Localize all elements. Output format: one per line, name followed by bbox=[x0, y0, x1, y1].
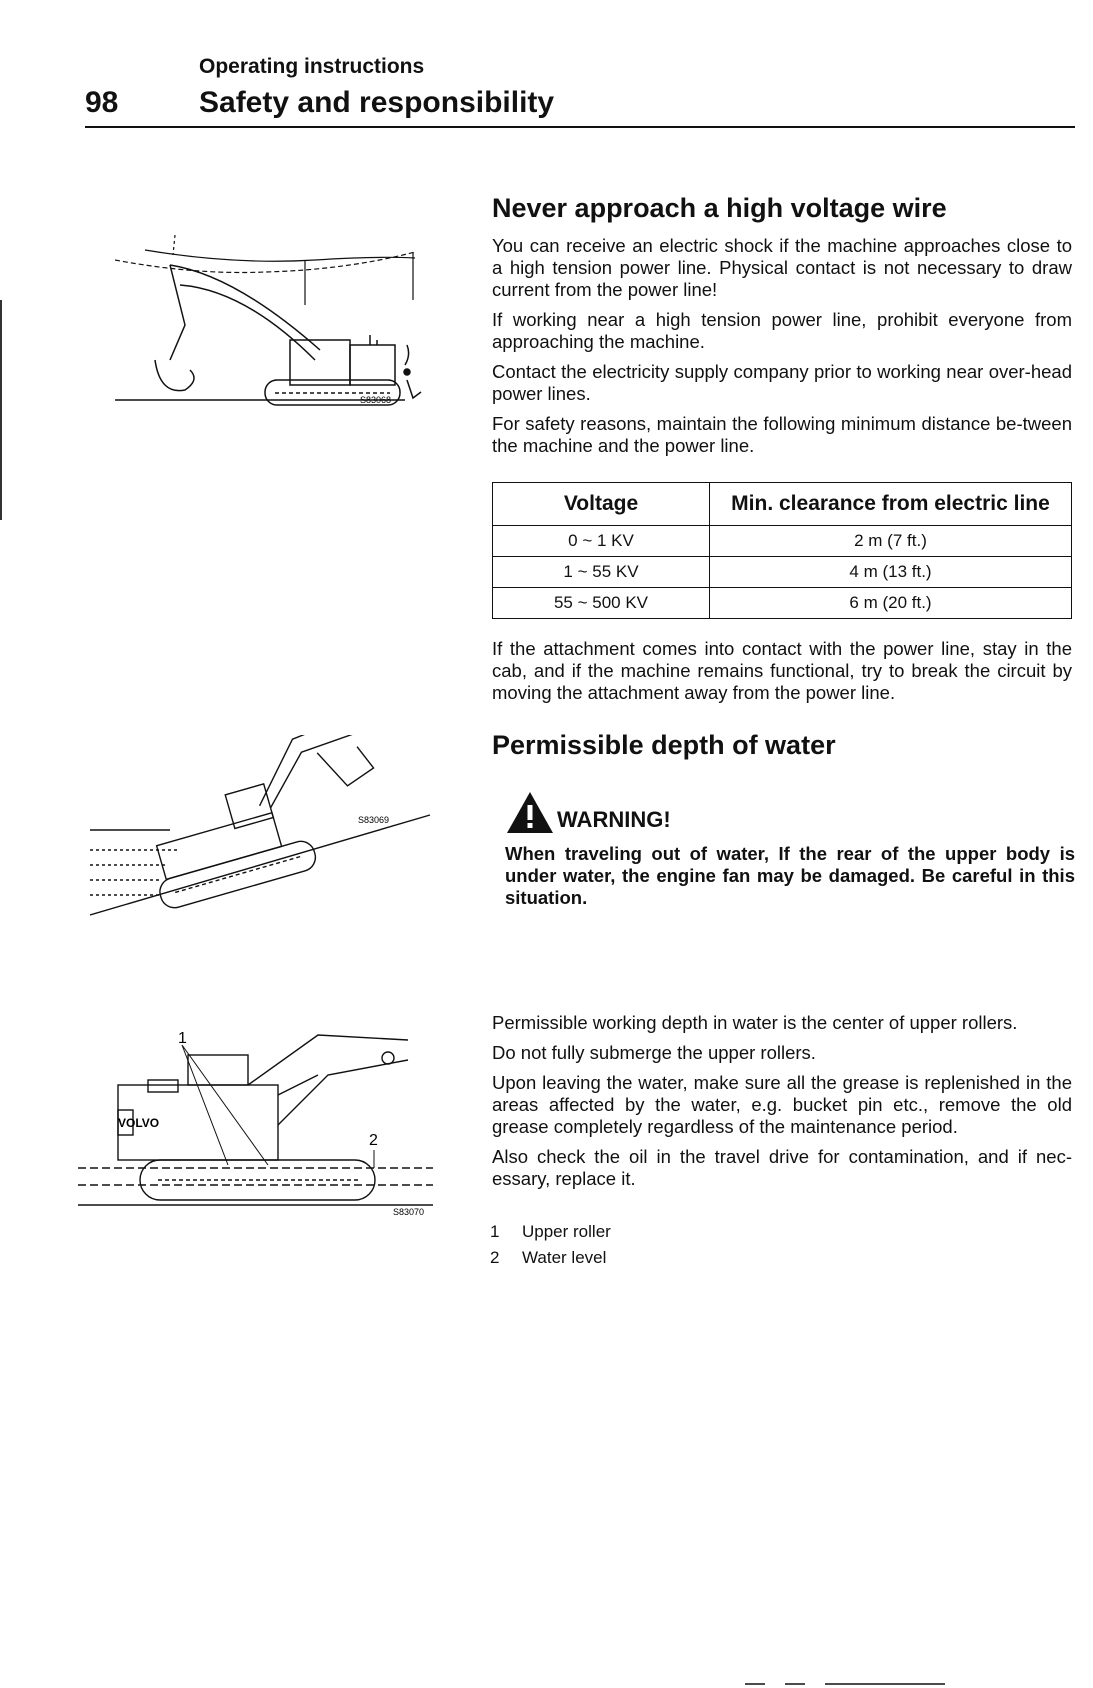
header-subtitle: Operating instructions bbox=[199, 55, 425, 78]
figure-code-2: S83069 bbox=[358, 815, 390, 825]
chapter-title: Safety and responsibility bbox=[199, 86, 555, 119]
callout-2: 2 bbox=[369, 1132, 378, 1149]
warning-title: WARNING! bbox=[557, 807, 671, 832]
figure-powerline-excavator bbox=[115, 230, 435, 430]
page-number: 98 bbox=[85, 86, 119, 119]
warning-text: When traveling out of water, If the rear of the upper body is under water, the engine fan may be damaged. Be careful in this situation. bbox=[505, 843, 1075, 908]
warning-header bbox=[505, 790, 1075, 835]
section2-paragraph: Do not fully submerge the upper rollers. bbox=[492, 1042, 816, 1063]
table-cell: 1 ~ 55 KV bbox=[493, 557, 710, 588]
figure-code-3: S83070 bbox=[393, 1207, 425, 1217]
table-row bbox=[493, 526, 1072, 557]
section1-paragraph: If working near a high tension power line, prohibit everyone from approaching the machine. bbox=[492, 309, 1072, 352]
table-cell: 6 m (20 ft.) bbox=[710, 588, 1072, 619]
figure-slope-excavator bbox=[90, 735, 435, 925]
margin-mark bbox=[0, 300, 2, 520]
section1-after-table: If the attachment comes into contact with the power line, stay in the cab, and if the machine remains functional, try to break the circuit by moving the attachment away from the power line. bbox=[492, 638, 1072, 703]
figure-water-level-excavator bbox=[78, 1025, 438, 1220]
section-heading-high-voltage: Never approach a high voltage wire bbox=[492, 193, 947, 223]
header-rule bbox=[85, 126, 1075, 128]
table-cell: 0 ~ 1 KV bbox=[493, 526, 710, 557]
section2-paragraph: Upon leaving the water, make sure all the grease is replenished in the areas affected by the water, e.g. bucket pin etc., remove the old grease completely regardless of the maintenance period. bbox=[492, 1072, 1072, 1137]
table-row bbox=[493, 588, 1072, 619]
clearance-table bbox=[492, 482, 1072, 619]
legend-label: Upper roller bbox=[522, 1222, 611, 1241]
legend-number: 1 bbox=[490, 1222, 500, 1241]
section2-paragraph: Also check the oil in the travel drive for contamination, and if nec-essary, replace it. bbox=[492, 1146, 1072, 1189]
table-header-row bbox=[493, 483, 1072, 526]
table-cell: 4 m (13 ft.) bbox=[710, 557, 1072, 588]
brand-label: VOLVO bbox=[118, 1116, 160, 1130]
table-cell: 55 ~ 500 KV bbox=[493, 588, 710, 619]
section-heading-water-depth: Permissible depth of water bbox=[492, 730, 836, 760]
clearance-table-wrap bbox=[492, 482, 1072, 619]
table-header-voltage: Voltage bbox=[493, 483, 710, 526]
power-line-illustration bbox=[115, 235, 415, 305]
warning-block bbox=[505, 790, 1075, 909]
section2-paragraph: Permissible working depth in water is the center of upper rollers. bbox=[492, 1012, 1018, 1033]
section2-body bbox=[492, 1012, 1072, 1198]
warning-triangle-icon bbox=[505, 790, 555, 835]
table-cell: 2 m (7 ft.) bbox=[710, 526, 1072, 557]
footer-marks bbox=[745, 1683, 945, 1685]
legend-number: 2 bbox=[490, 1248, 500, 1267]
section1-body bbox=[492, 235, 1072, 465]
table-row bbox=[493, 557, 1072, 588]
excavator-drawing bbox=[155, 265, 421, 405]
slope-excavator-drawing bbox=[90, 735, 435, 915]
section1-paragraph: You can receive an electric shock if the machine approaches close to a high tension power line. Physical contact is not necessary to draw current from the power line! bbox=[492, 235, 1072, 300]
legend-item bbox=[490, 1222, 790, 1242]
table-header-clearance: Min. clearance from electric line bbox=[710, 483, 1072, 526]
section1-paragraph: For safety reasons, maintain the following minimum distance be-tween the machine and the power line. bbox=[492, 413, 1072, 456]
legend bbox=[490, 1222, 790, 1274]
callout-1: 1 bbox=[178, 1030, 187, 1047]
legend-label: Water level bbox=[522, 1248, 607, 1267]
section1-paragraph: Contact the electricity supply company prior to working near over-head power lines. bbox=[492, 361, 1072, 404]
legend-item bbox=[490, 1248, 790, 1268]
figure-code-1: S83068 bbox=[360, 395, 392, 405]
